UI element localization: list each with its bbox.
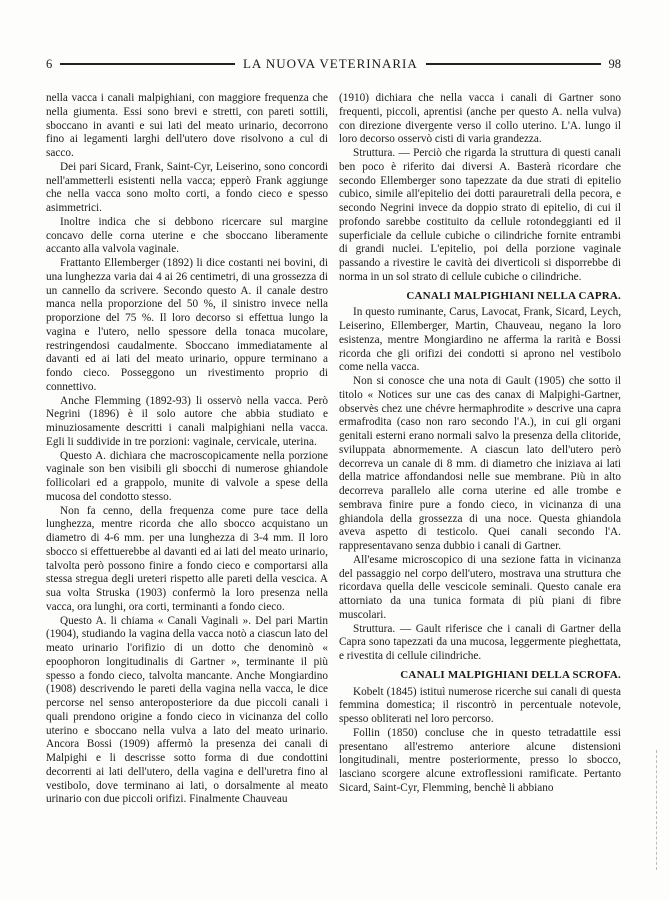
paragraph: All'esame microscopico di una sezione fatta in vicinanza del passaggio nel corpo dell'utero, mostrava una struttura che ricordava quella delle vescicole seminali. Questo canale era attorniato da una tunica formata di più piani di fibre muscolari. bbox=[339, 553, 621, 621]
paragraph: Frattanto Ellemberger (1892) li dice costanti nei bovini, di una lunghezza varia dai 4 ai 26 centimetri, di una grossezza di un cannello da scrivere. Secondo questo A. il canale destro manca nella proporzione del 50 %, il sinistro invece nella proporzione del 75 %. Il loro decorso si effettua lungo la vagina e l'utero, nello spessore della tonaca mucolare, restringendosi caudalmente. Sboccano immediatamente al davanti ed ai lati del meato urinario, oppure terminano a fondo cieco. Posseggono un rivestimento proprio di connettivo. bbox=[46, 257, 328, 393]
paragraph: Kobelt (1845) istituì numerose ricerche sui canali di questa femmina domestica; il riscontrò in percentuale notevole, spesso obliterati nel loro percorso. bbox=[339, 685, 621, 725]
paragraph: Non fa cenno, della frequenza come pure tace della lunghezza, mentre ricorda che allo sbocco acquistano un diametro di 4-6 mm. per una lunghezza di 3-4 mm. Il loro sbocco si effettuerebbe al davanti ed ai lati del meato urinario, talvolta però possono finire a fondo cieco e comportarsi alla stessa stregua degli ureteri rispetto alle pareti della vescica. A sua volta Struska (1903) confermò la loro presenza nella vacca, ora lunghi, ora corti, terminanti a fondo cieco. bbox=[46, 504, 328, 613]
paragraph: Inoltre indica che si debbono ricercare sul margine concavo delle corna uterine e che sboccano liberamente accanto alla valvola vaginale. bbox=[46, 215, 328, 256]
right-page-number: 98 bbox=[608, 56, 621, 71]
paragraph: Struttura. — Perciò che rigarda la struttura di questi canali ben poco è riferito dai diversi A. Basterà ricordare che secondo Ellemberger sono tapezzate da due strati di epitelio cubico, simile all'epitelio dei dotti parauretrali della pecora, e secondo Negrini invece da doppio strato di epitelio, di cui il profondo sarebbe costituito da cellule rotondeggianti ed il superficiale da cellule cubiche o cilindriche fornite entrambi di grandi nuclei. L'epitelio, poi della porzione vaginale passando a rivestire le cavità dei diverticoli si disporrebbe di norma in un sol strato di cellule cubiche o cilindriche. bbox=[339, 147, 621, 283]
paragraph: Struttura. — Gault riferisce che i canali di Gartner della Capra sono tapezzati da una mucosa, leggermente pieghettata, e rivestita di cellule cilindriche. bbox=[339, 622, 621, 662]
header-rule-left bbox=[60, 63, 235, 65]
left-column bbox=[46, 92, 328, 807]
right-column bbox=[339, 92, 621, 796]
running-header bbox=[46, 56, 621, 72]
section-heading-capra: CANALI MALPIGHIANI NELLA CAPRA. bbox=[406, 289, 621, 302]
header-rule-right bbox=[426, 63, 601, 65]
page-edge-mark bbox=[656, 750, 658, 870]
paragraph: Dei pari Sicard, Frank, Saint-Cyr, Leiserino, sono concordi nell'ammetterli esistenti nella vacca; epperò Frank aggiunge che nella vacca sono molto corti, a fondo cieco e spesso asimmetrici. bbox=[46, 160, 328, 214]
section-heading-scrofa: CANALI MALPIGHIANI DELLA SCROFA. bbox=[400, 668, 621, 681]
paragraph: Follin (1850) concluse che in questo tetradattile essi presentano all'estremo anteriore alcune distensioni longitudinali, mentre posteriormente, presso lo sbocco, lasciano scorgere alcune extroflessioni ramificate. Pertanto Sicard, Saint-Cyr, Flemming, benchè li abbiano bbox=[339, 726, 621, 794]
left-page-number: 6 bbox=[46, 56, 53, 71]
paragraph: Questo A. li chiama « Canali Vaginali ». Del pari Martin (1904), studiando la vagina della vacca notò a ciascun lato del meato urinario l'orifizio di un dotto che denominò « epoophoron longitudinalis di Gartner », terminante il più spesso a fondo cieco, talvolta mancante. Anche Mongiardino (1908) descrivendo le pareti della vagina nella vacca, le dice percorse nel senso anteroposteriore da due piccoli canali i quali prendono origine a fondo cieco in vicinanza del collo uterino e sboccano nella vulva a lato del meato urinario. Ancora Bossi (1909) affermò la presenza dei canali di Malpighi e li descrisse sotto forma di due condottini decorrenti ai lati dell'utero, della vagina e dell'uretra fino al vestibolo, dove terminano ai lati, o dorsalmente al meato urinario con due piccoli orifizi. Finalmente Chauveau bbox=[46, 614, 328, 806]
journal-title: LA NUOVA VETERINARIA bbox=[242, 56, 418, 71]
paragraph: Questo A. dichiara che macroscopicamente nella porzione vaginale son ben visibili gli sbocchi di numerose ghiandole follicolari ed a grappolo, munite di valvole a spese della mucosa del condotto stesso. bbox=[46, 449, 328, 503]
paragraph: In questo ruminante, Carus, Lavocat, Frank, Sicard, Leych, Leiserino, Ellemberger, Martin, Chauveau, negano la loro esistenza, mentre Mongiardino ne afferma la rarità e Bossi ricorda che gli orifizi dei condotti si aprono nel vestibolo come nella vacca. bbox=[339, 306, 621, 374]
paragraph: nella vacca i canali malpighiani, con maggiore frequenza che nella giumenta. Essi sono brevi e stretti, con pareti sottili, sboccano in avanti e sui lati del meato urinario, decorrono fino ai legamenti larghi dell'utero dove risolvono a cul di sacco. bbox=[46, 92, 328, 159]
paragraph: (1910) dichiara che nella vacca i canali di Gartner sono frequenti, piccoli, aprentisi (anche per questo A. nella vulva) con direzione divergente verso il collo uterino. L'A. lungo il loro decorso osservò cisti di varia grandezza. bbox=[339, 92, 621, 146]
paragraph: Anche Flemming (1892-93) li osservò nella vacca. Però Negrini (1896) è il solo autore che abbia studiato e minuziosamente descritti i canali malpighiani nella vacca. Egli li suddivide in tre porzioni: vaginale, cervicale, uterina. bbox=[46, 394, 328, 448]
paragraph: Non si conosce che una nota di Gault (1905) che sotto il titolo « Notices sur une cas des canax di Malpighi-Gartner, observès chez une chévre hermaphrodite » descrive una capra ermafrodita (caso non raro secondo l'A.), in cui gli organi genitali esterni erano normali salvo la presenza della clitoride, sviluppata abnormemente. A ciascun lato dell'utero però decorreva un canale di 8 mm. di diametro che iniziava ai lati della matrice affondandosi nelle sue membrane. Più in alto decorreva parallelo alle corna uterine ed alle trombe e sembrava finire pure a fondo cieco, in vicinanza di una ghiandola della grossezza di una noce. Questa ghiandola aveva aspetto di testicolo. Quei canali secondo l'A. rappresentavano senza dubbio i canali di Gartner. bbox=[339, 375, 621, 552]
